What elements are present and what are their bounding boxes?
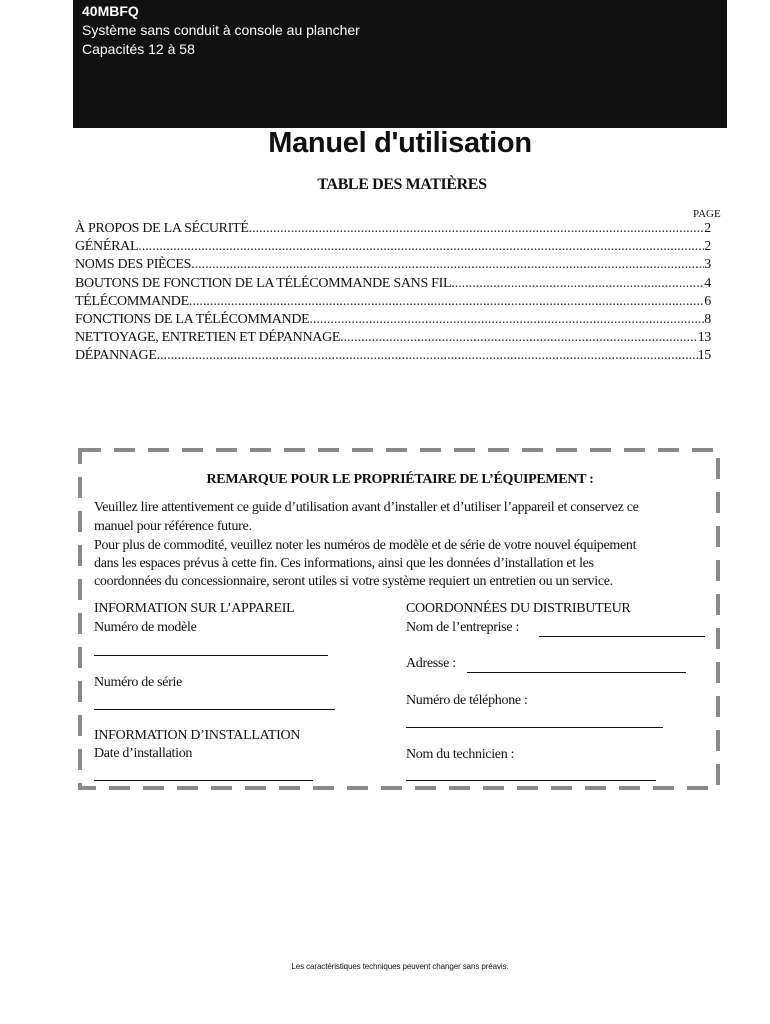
- toc-entry-title: FONCTIONS DE LA TÉLÉCOMMANDE: [75, 311, 310, 327]
- header-band: [73, 0, 727, 128]
- toc-leader-dots: [340, 330, 697, 346]
- toc-page-label: PAGE: [693, 208, 721, 220]
- model-number-field[interactable]: [94, 655, 328, 656]
- serial-number-label: Numéro de série: [94, 675, 183, 690]
- toc-entry-title: BOUTONS DE FONCTION DE LA TÉLÉCOMMANDE SANS FIL: [75, 275, 452, 291]
- toc-leader-dots: [189, 294, 704, 310]
- toc-entry-title: NOMS DES PIÈCES: [75, 257, 192, 273]
- technician-name-field[interactable]: [406, 780, 656, 781]
- toc-entry-title: TÉLÉCOMMANDE: [75, 293, 189, 309]
- notice-text-line: Veuillez lire attentivement ce guide d’utilisation avant d’installer et d’utiliser l’appareil et conservez ce: [94, 500, 639, 515]
- installation-info-heading: INFORMATION D’INSTALLATION: [94, 728, 301, 743]
- serial-number-field[interactable]: [94, 709, 335, 710]
- notice-text-line: dans les espaces prévus à cette fin. Ces informations, ainsi que les données d’installation et les: [94, 556, 594, 571]
- distributor-heading: COORDONNÉES DU DISTRIBUTEUR: [406, 601, 631, 616]
- notice-heading: REMARQUE POUR LE PROPRIÉTAIRE DE L’ÉQUIPEMENT :: [206, 472, 594, 487]
- toc-entry-title: GÉNÉRAL: [75, 239, 139, 255]
- address-label: Adresse :: [406, 656, 456, 671]
- model-number-label: Numéro de modèle: [94, 620, 197, 635]
- toc-entry-title: DÉPANNAGE: [75, 348, 157, 364]
- toc-entry[interactable]: [75, 312, 711, 330]
- company-name-field[interactable]: [539, 636, 705, 637]
- toc-entry-title: NETTOYAGE, ENTRETIEN ET DÉPANNAGE: [75, 330, 341, 346]
- toc-entry[interactable]: [75, 239, 711, 257]
- toc-entry[interactable]: [75, 348, 711, 366]
- toc-entry-page: 6: [704, 293, 711, 309]
- toc-entry[interactable]: [75, 221, 711, 239]
- appliance-info-heading: INFORMATION SUR L’APPAREIL: [94, 601, 295, 616]
- install-date-label: Date d’installation: [94, 746, 193, 761]
- page-title: Manuel d'utilisation: [268, 127, 532, 159]
- model-code: 40MBFQ: [82, 3, 139, 19]
- table-of-contents: [75, 221, 711, 367]
- install-date-field[interactable]: [94, 780, 313, 781]
- toc-leader-dots: [138, 239, 704, 255]
- phone-number-field[interactable]: [406, 727, 663, 728]
- toc-entry-page: 2: [704, 239, 711, 255]
- footer-note: Les caractéristiques techniques peuvent changer sans préavis.: [291, 962, 509, 971]
- company-name-label: Nom de l’entreprise :: [406, 620, 520, 635]
- toc-entry-page: 3: [704, 257, 711, 273]
- toc-heading: TABLE DES MATIÈRES: [317, 176, 487, 193]
- toc-leader-dots: [157, 348, 698, 364]
- address-field[interactable]: [467, 672, 686, 673]
- toc-entry[interactable]: [75, 276, 711, 294]
- phone-number-label: Numéro de téléphone :: [406, 693, 528, 708]
- toc-entry-page: 13: [697, 330, 711, 346]
- toc-entry[interactable]: [75, 294, 711, 312]
- notice-text-line: Pour plus de commodité, veuillez noter les numéros de modèle et de série de votre nouvel équipement: [94, 538, 637, 553]
- capacity-subtitle: Capacités 12 à 58: [82, 41, 195, 57]
- toc-entry[interactable]: [75, 330, 711, 348]
- notice-text-line: manuel pour référence future.: [94, 519, 252, 534]
- notice-text-line: coordonnées du concessionnaire, seront utiles si votre système requiert un entretien ou un service.: [94, 574, 613, 589]
- toc-leader-dots: [249, 221, 705, 237]
- toc-entry-page: 2: [704, 221, 711, 236]
- toc-entry[interactable]: [75, 257, 711, 275]
- toc-leader-dots: [309, 312, 704, 328]
- toc-entry-page: 15: [697, 348, 711, 364]
- toc-entry-page: 4: [704, 275, 711, 291]
- toc-leader-dots: [191, 257, 704, 273]
- toc-leader-dots: [451, 276, 704, 292]
- toc-entry-page: 8: [704, 311, 711, 327]
- product-subtitle: Système sans conduit à console au plancher: [82, 22, 360, 38]
- technician-name-label: Nom du technicien :: [406, 747, 515, 762]
- toc-entry-title: À PROPOS DE LA SÉCURITÉ: [75, 221, 249, 236]
